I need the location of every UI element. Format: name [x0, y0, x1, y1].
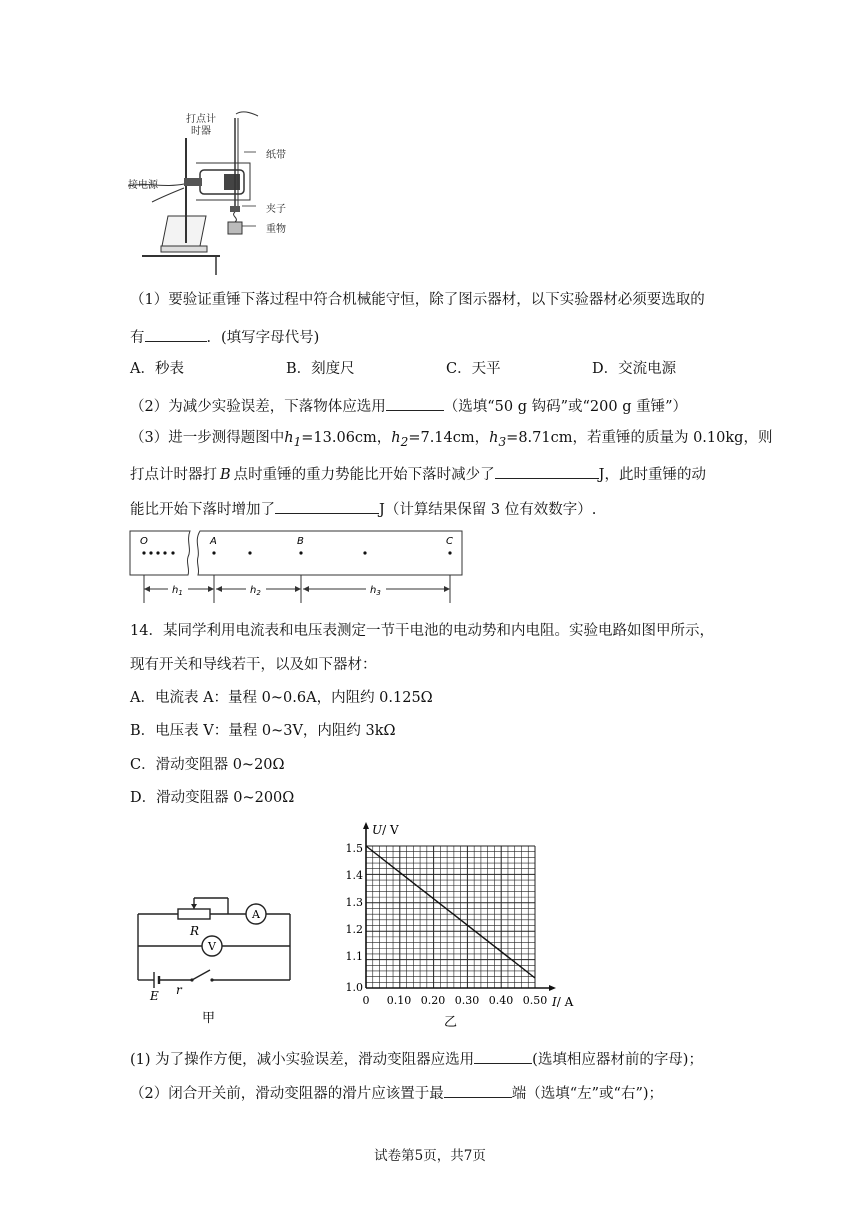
tape-dot: [142, 551, 145, 554]
q13-p2: [130, 394, 687, 417]
q14-line1: 14．某同学利用电流表和电压表测定一节干电池的电动势和内电阻。实验电路如图甲所示，: [130, 623, 714, 639]
circuit-e-label: E: [150, 989, 159, 1003]
q14-item-c: C．滑动变阻器 0~20Ω: [130, 757, 285, 773]
weight-label: 重物: [266, 224, 286, 235]
timer-label: [186, 114, 216, 138]
option-b: B．刻度尺: [286, 361, 355, 377]
h2-symbol: h: [391, 430, 401, 446]
h2-sub: 2: [400, 434, 409, 449]
q14-p1-a: (1) 为了操作方便，减小实验误差，滑动变阻器应选用: [130, 1052, 475, 1068]
tape-dot: [248, 551, 251, 554]
x-tick-label: 0.30: [454, 994, 480, 1007]
point-o-label: O: [140, 536, 148, 547]
q14-line2: 现有开关和导线若干，以及如下器材：: [130, 657, 377, 673]
q13-p1-line2-b: ．(填写字母代号): [206, 330, 320, 346]
ui-line: [366, 846, 535, 978]
power-label: 接电源: [128, 180, 158, 191]
q14-item-d: D．滑动变阻器 0~200Ω: [130, 790, 295, 806]
q14-item-b: B．电压表 V：量程 0~3V，内阻约 3kΩ: [130, 723, 396, 739]
q14-p2-a: （2）闭合开关前，滑动变阻器的滑片应该置于最: [130, 1086, 444, 1102]
y-tick-label: 1.0: [345, 981, 363, 994]
x-tick-label: 0: [362, 994, 370, 1007]
answer-blank-5[interactable]: [474, 1047, 532, 1064]
q14-item-a: A．电流表 A：量程 0~0.6A，内阻约 0.125Ω: [130, 690, 433, 706]
q13-p3-line1: [130, 428, 772, 452]
ui-graph: [332, 818, 602, 1030]
graph-grid: [366, 846, 535, 988]
q14-p1: [130, 1047, 703, 1070]
tape-dot: [448, 551, 451, 554]
timer-label-1: 打点计: [186, 114, 216, 125]
tape-diagram: [128, 527, 468, 605]
tape-dot: [363, 551, 366, 554]
graph-caption: 乙: [444, 1015, 458, 1030]
tape-dot: [156, 551, 159, 554]
q14-p2: [130, 1081, 663, 1104]
circuit-small-r-label: r: [176, 983, 182, 997]
x-tick-label: 0.10: [386, 994, 412, 1007]
x-tick-label: 0.20: [420, 994, 446, 1007]
q13-p3-t3: =8.71cm，若重锤的质量为 0.10kg，则: [506, 430, 773, 446]
q13-options: [130, 359, 676, 379]
h3-symbol: h: [489, 430, 499, 446]
circuit-diagram: [130, 888, 300, 1028]
y-tick-label: 1.3: [345, 896, 363, 909]
h3-sub: 3: [498, 434, 507, 449]
x-tick-label: 0.40: [488, 994, 514, 1007]
q13-p2-a: （2）为减少实验误差，下落物体应选用: [130, 399, 386, 415]
tape-dot: [163, 551, 166, 554]
circuit-caption: 甲: [202, 1011, 216, 1026]
q14-p2-b: 端（选填“左”或“右”)；: [511, 1086, 664, 1102]
circuit-a-label: A: [252, 908, 260, 921]
rheostat: [178, 909, 210, 919]
h3-label: $h_3$: [370, 585, 381, 597]
q13-p2-b: （选填“50 g 钩码”或“200 g 重锤”）: [443, 399, 688, 415]
q13-p3-t2: =7.14cm，: [408, 430, 490, 446]
y-tick-label: 1.1: [345, 950, 363, 963]
q13-p3-line3-b: J（计算结果保留 3 位有效数字）.: [379, 502, 597, 518]
y-tick-label: 1.2: [345, 923, 363, 936]
option-c: C．天平: [446, 361, 501, 377]
clip-label: 夹子: [266, 204, 286, 215]
q14-p1-b: (选填相应器材前的字母)；: [532, 1052, 703, 1068]
option-d: D．交流电源: [592, 361, 677, 377]
page-footer: 试卷第5页，共7页: [374, 1148, 486, 1164]
q13-p1-line1: （1）要验证重锤下落过程中符合机械能守恒，除了图示器材，以下实验器材必须要选取的: [130, 292, 705, 308]
circuit-r-label: R: [190, 924, 200, 938]
answer-blank-4[interactable]: [275, 497, 379, 514]
answer-blank-3[interactable]: [495, 462, 599, 479]
q13-p3-line2-a: 打点计时器打: [130, 467, 217, 483]
timer-label-2: 时器: [191, 126, 211, 137]
switch: [192, 970, 210, 980]
tape-dot: [212, 551, 215, 554]
answer-blank-1[interactable]: [145, 325, 207, 342]
x-tick-label: 0.50: [522, 994, 548, 1007]
h1-label: $h_1$: [172, 585, 183, 597]
tape-dot: [299, 551, 302, 554]
option-a: A．秒表: [130, 361, 184, 377]
tape-dot: [149, 551, 152, 554]
point-c-label: C: [446, 536, 453, 547]
h1-symbol: h: [284, 430, 294, 446]
tape-dot: [171, 551, 174, 554]
circuit-v-label: V: [208, 940, 216, 953]
q13-p3-line3-a: 能比开始下落时增加了: [130, 502, 275, 518]
q13-p3-a: （3）进一步测得题图中: [130, 430, 285, 446]
q13-p3-line2: [130, 462, 706, 485]
point-b-label: B: [297, 536, 304, 547]
q13-p3-line2-c: J，此时重锤的动: [598, 467, 706, 483]
y-axis-label: U/ V: [372, 823, 399, 837]
answer-blank-6[interactable]: [444, 1081, 512, 1098]
q13-p1-line2: [130, 325, 319, 348]
q13-p3-line2-b: 点时重锤的重力势能比开始下落时减少了: [233, 467, 495, 483]
y-tick-label: 1.4: [345, 869, 363, 882]
x-axis-label: I/ A: [552, 995, 574, 1009]
q13-p3-line3: [130, 497, 596, 520]
answer-blank-2[interactable]: [386, 394, 444, 411]
point-b-symbol: B: [220, 467, 231, 483]
point-a-label: A: [210, 536, 217, 547]
h1-sub: 1: [293, 434, 302, 449]
y-tick-label: 1.5: [345, 842, 363, 855]
h2-label: $h_2$: [250, 585, 261, 597]
q13-p1-line2-a: 有: [130, 330, 145, 346]
q13-p3-t1: =13.06cm，: [301, 430, 392, 446]
tape-label: 纸带: [266, 150, 286, 161]
